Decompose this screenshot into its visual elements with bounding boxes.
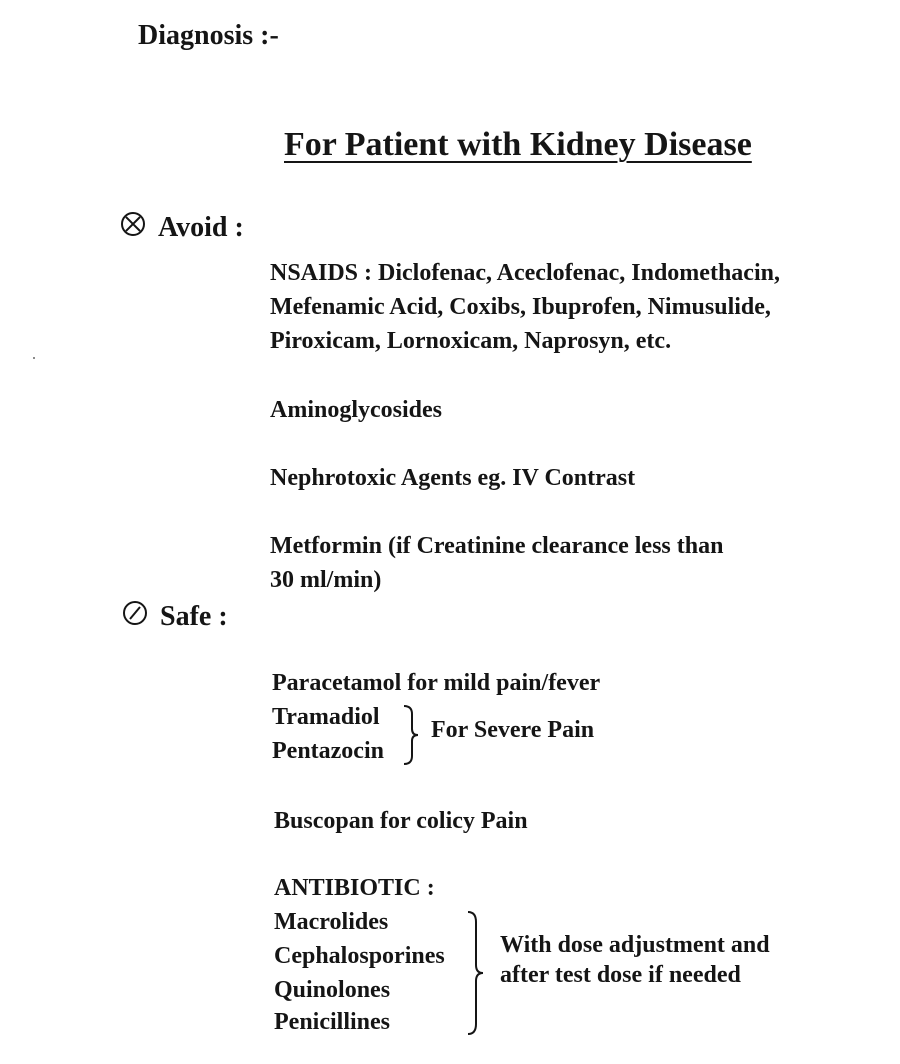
page-title: For Patient with Kidney Disease xyxy=(284,126,752,163)
severe-pain-brace xyxy=(400,704,422,766)
severe-pain-note: For Severe Pain xyxy=(431,717,595,743)
macrolides-item: Macrolides xyxy=(274,909,389,935)
nsaids-line-2: Mefenamic Acid, Coxibs, Ibuprofen, Nimusulide, xyxy=(270,294,771,320)
tramadiol-item: Tramadiol xyxy=(272,704,380,730)
antibiotic-brace xyxy=(464,910,488,1036)
nephrotoxic-item: Nephrotoxic Agents eg. IV Contrast xyxy=(270,465,636,491)
aminoglycosides-item: Aminoglycosides xyxy=(270,397,443,423)
nsaids-line-1: NSAIDS : Diclofenac, Aceclofenac, Indomethacin, xyxy=(270,260,780,286)
cephalosporines-item: Cephalosporines xyxy=(274,943,445,969)
quinolones-item: Quinolones xyxy=(274,977,391,1003)
nsaids-line-3: Piroxicam, Lornoxicam, Naprosyn, etc. xyxy=(270,328,672,354)
antibiotic-note-line-1: With dose adjustment and xyxy=(500,932,770,958)
slashed-circle-icon xyxy=(122,600,148,634)
metformin-line-1: Metformin (if Creatinine clearance less than xyxy=(270,533,724,559)
diagnosis-label: Diagnosis :- xyxy=(138,20,279,51)
avoid-heading xyxy=(120,211,244,245)
scan-speck xyxy=(33,357,35,359)
safe-label: Safe : xyxy=(160,601,228,632)
cross-circle-icon xyxy=(120,211,146,245)
avoid-label: Avoid : xyxy=(158,212,244,243)
metformin-line-2: 30 ml/min) xyxy=(270,567,382,593)
buscopan-item: Buscopan for colicy Pain xyxy=(274,808,528,834)
antibiotic-note-line-2: after test dose if needed xyxy=(500,962,741,988)
pentazocin-item: Pentazocin xyxy=(272,738,384,764)
paracetamol-item: Paracetamol for mild pain/fever xyxy=(272,670,601,696)
penicillines-item: Penicillines xyxy=(274,1009,390,1035)
safe-heading xyxy=(122,600,228,634)
antibiotic-heading: ANTIBIOTIC : xyxy=(274,875,435,901)
